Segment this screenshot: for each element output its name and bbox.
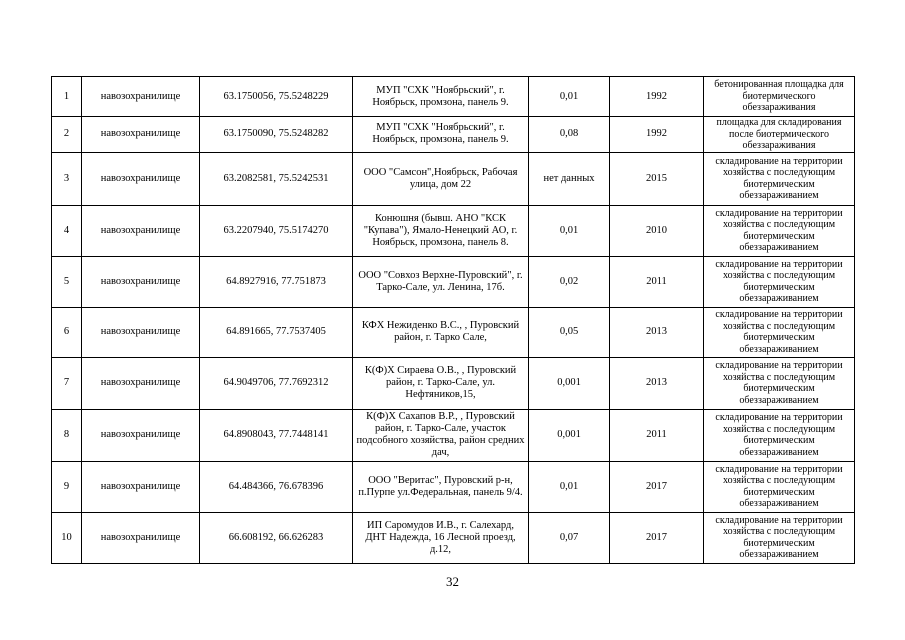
coordinates-cell: 63.2082581, 75.5242531 [200, 152, 353, 205]
disposal-method-cell: складирование на территории хозяйства с последующим биотермическим обеззараживанием [704, 357, 855, 409]
year-cell: 2015 [610, 152, 704, 205]
object-type-cell: навозохранилище [82, 205, 200, 256]
year-cell: 2013 [610, 307, 704, 357]
disposal-method-cell: складирование на территории хозяйства с последующим биотермическим обеззараживанием [704, 307, 855, 357]
disposal-method-cell: складирование на территории хозяйства с последующим биотермическим обеззараживанием [704, 409, 855, 461]
row-number-cell: 4 [52, 205, 82, 256]
row-number-cell: 5 [52, 256, 82, 307]
owner-address-cell: КФХ Нежиденко В.С., , Пуровский район, г. Тарко Сале, [353, 307, 529, 357]
row-number-cell: 3 [52, 152, 82, 205]
owner-address-cell: К(Ф)Х Сираева О.В., , Пуровский район, г. Тарко-Сале, ул. Нефтяников,15, [353, 357, 529, 409]
coordinates-cell: 64.8908043, 77.7448141 [200, 409, 353, 461]
object-type-cell: навозохранилище [82, 77, 200, 117]
disposal-method-cell: складирование на территории хозяйства с последующим биотермическим обеззараживанием [704, 512, 855, 563]
row-number-cell: 1 [52, 77, 82, 117]
disposal-method-cell: складирование на территории хозяйства с последующим биотермическим обеззараживанием [704, 461, 855, 512]
table-row [52, 152, 855, 205]
table-row [52, 512, 855, 563]
disposal-method-cell: бетонированная площадка для биотермического обеззараживания [704, 77, 855, 117]
area-cell: 0,001 [529, 409, 610, 461]
coordinates-cell: 64.9049706, 77.7692312 [200, 357, 353, 409]
disposal-method-cell: складирование на территории хозяйства с последующим биотермическим обеззараживанием [704, 205, 855, 256]
owner-address-cell: ООО "Веритас", Пуровский р-н, п.Пурпе ул.Федеральная, панель 9/4. [353, 461, 529, 512]
table-row [52, 77, 855, 117]
coordinates-cell: 66.608192, 66.626283 [200, 512, 353, 563]
row-number-cell: 9 [52, 461, 82, 512]
year-cell: 1992 [610, 77, 704, 117]
year-cell: 2011 [610, 409, 704, 461]
row-number-cell: 10 [52, 512, 82, 563]
object-type-cell: навозохранилище [82, 307, 200, 357]
coordinates-cell: 63.1750056, 75.5248229 [200, 77, 353, 117]
year-cell: 2017 [610, 461, 704, 512]
table-row [52, 461, 855, 512]
disposal-method-cell: складирование на территории хозяйства с последующим биотермическим обеззараживанием [704, 256, 855, 307]
disposal-method-cell: площадка для складирования после биотермического обеззараживания [704, 117, 855, 153]
area-cell: нет данных [529, 152, 610, 205]
area-cell: 0,08 [529, 117, 610, 153]
table-row [52, 307, 855, 357]
table-body [52, 77, 855, 564]
area-cell: 0,05 [529, 307, 610, 357]
row-number-cell: 7 [52, 357, 82, 409]
year-cell: 2013 [610, 357, 704, 409]
page-number: 32 [446, 574, 459, 589]
disposal-method-cell: складирование на территории хозяйства с последующим биотермическим обеззараживанием [704, 152, 855, 205]
year-cell: 2010 [610, 205, 704, 256]
owner-address-cell: ИП Саромудов И.В., г. Салехард, ДНТ Надежда, 16 Лесной проезд, д.12, [353, 512, 529, 563]
table-row [52, 117, 855, 153]
area-cell: 0,02 [529, 256, 610, 307]
object-type-cell: навозохранилище [82, 117, 200, 153]
owner-address-cell: МУП "СХК "Ноябрьский", г. Ноябрьск, промзона, панель 9. [353, 117, 529, 153]
object-type-cell: навозохранилище [82, 357, 200, 409]
object-type-cell: навозохранилище [82, 256, 200, 307]
object-type-cell: навозохранилище [82, 512, 200, 563]
table-row [52, 409, 855, 461]
coordinates-cell: 64.891665, 77.7537405 [200, 307, 353, 357]
coordinates-cell: 64.8927916, 77.751873 [200, 256, 353, 307]
area-cell: 0,01 [529, 77, 610, 117]
owner-address-cell: Конюшня (бывш. АНО "КСК "Купава"), Ямало-Ненецкий АО, г. Ноябрьск, промзона, панель 8. [353, 205, 529, 256]
area-cell: 0,01 [529, 461, 610, 512]
table-row [52, 357, 855, 409]
manure-storage-table [51, 76, 855, 564]
year-cell: 2011 [610, 256, 704, 307]
owner-address-cell: ООО "Совхоз Верхне-Пуровский", г. Тарко-Сале, ул. Ленина, 17б. [353, 256, 529, 307]
table-row [52, 256, 855, 307]
year-cell: 2017 [610, 512, 704, 563]
row-number-cell: 8 [52, 409, 82, 461]
area-cell: 0,01 [529, 205, 610, 256]
table-row [52, 205, 855, 256]
area-cell: 0,001 [529, 357, 610, 409]
owner-address-cell: МУП "СХК "Ноябрьский", г. Ноябрьск, промзона, панель 9. [353, 77, 529, 117]
coordinates-cell: 64.484366, 76.678396 [200, 461, 353, 512]
object-type-cell: навозохранилище [82, 409, 200, 461]
coordinates-cell: 63.2207940, 75.5174270 [200, 205, 353, 256]
row-number-cell: 6 [52, 307, 82, 357]
row-number-cell: 2 [52, 117, 82, 153]
coordinates-cell: 63.1750090, 75.5248282 [200, 117, 353, 153]
owner-address-cell: К(Ф)Х Сахапов В.Р., , Пуровский район, г. Тарко-Сале, участок подсобного хозяйства, район средних дач, [353, 409, 529, 461]
year-cell: 1992 [610, 117, 704, 153]
owner-address-cell: ООО "Самсон",Ноябрьск, Рабочая улица, дом 22 [353, 152, 529, 205]
area-cell: 0,07 [529, 512, 610, 563]
object-type-cell: навозохранилище [82, 152, 200, 205]
object-type-cell: навозохранилище [82, 461, 200, 512]
